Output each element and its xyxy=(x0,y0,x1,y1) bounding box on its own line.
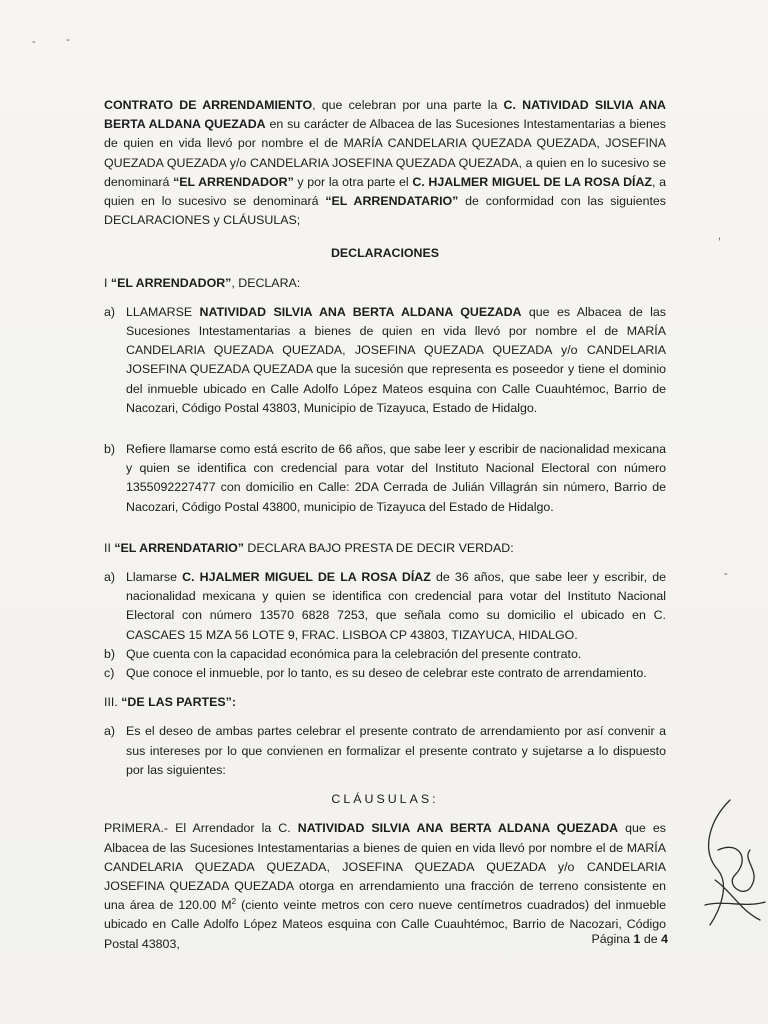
scan-mark: , xyxy=(718,230,722,242)
contract-intro xyxy=(104,96,666,230)
text-segment: Que cuenta con la capacidad económica para la celebración del presente contrato. xyxy=(126,646,582,661)
item-label: a) xyxy=(104,724,116,739)
declaraciones-heading: DECLARACIONES xyxy=(330,246,440,261)
text-segment: LLAMARSE xyxy=(126,304,200,319)
text-segment: en su carácter de Albacea de las Sucesiones Intestamentarias a bienes de quien en vida llevó por nombre el de MARÍA CANDELARIA QUEZADA QUEZADA, JOSEFINA QUEZADA QUEZADA y/o CANDELARIA JOSEFINA QUEZADA QUEZADA, a quien en lo sucesivo se denominará xyxy=(104,117,666,189)
signature xyxy=(690,790,768,940)
text-segment: C. HJALMER MIGUEL DE LA ROSA DÍAZ xyxy=(182,570,431,585)
item-text xyxy=(126,568,666,645)
text-segment: II xyxy=(104,540,115,555)
clausulas-heading: CLÁUSULAS: xyxy=(331,792,439,807)
text-segment: C. NATIVIDAD SILVIA ANA BERTA ALDANA QUEZADA xyxy=(104,98,666,132)
text-segment: NATIVIDAD SILVIA ANA BERTA ALDANA QUEZADA xyxy=(199,304,522,319)
text-segment: , que celebran por una parte la xyxy=(312,98,504,112)
item-label: a) xyxy=(104,304,116,319)
text-segment: “EL ARRENDADOR” xyxy=(173,174,294,189)
text-segment: I xyxy=(104,275,111,290)
text-segment: III. xyxy=(104,695,122,710)
text-segment: C. HJALMER MIGUEL DE LA ROSA DÍAZ xyxy=(412,174,652,189)
declaration-1b xyxy=(104,440,666,517)
clause-primera xyxy=(104,819,666,953)
item-label: b) xyxy=(104,646,116,661)
declaration-3a xyxy=(104,722,666,780)
text-segment: Es el deseo de ambas partes celebrar el presente contrato de arrendamiento por así convenir a sus intereses por lo que convienen en formalizar el presente contrato y sujetarse a lo dispuesto por las siguientes: xyxy=(126,724,666,777)
item-label: b) xyxy=(104,442,116,457)
text-segment: de 36 años, que sabe leer y escribir, de nacionalidad mexicana y quien se identifica con credencial para votar del Instituto Nacional Electoral con número 13570 6828 7253, que señala como su domicilio el ubicado en C. CASCAES 15 MZA 56 LOTE 9, FRAC. LISBOA CP 43803, TIZAYUCA, HIDALGO. xyxy=(126,570,666,642)
declaration-2b xyxy=(104,645,666,664)
text-segment: (ciento veinte metros con cero nueve centímetros cuadrados) del inmueble ubicado en Calle Adolfo López Mateos esquina con Calle Cuauhtémoc, Barrio de Nacozari, Código Postal 43803, xyxy=(104,898,666,951)
item-label: a) xyxy=(104,570,116,585)
text-segment: NATIVIDAD SILVIA ANA BERTA ALDANA QUEZADA xyxy=(297,821,619,836)
item-text xyxy=(126,440,666,517)
contract-body xyxy=(104,96,666,954)
text-segment: , DECLARA: xyxy=(231,275,301,290)
item-text xyxy=(126,303,666,418)
scan-mark: - xyxy=(724,568,728,580)
text-segment: “EL ARRENDATARIO” xyxy=(325,194,459,209)
text-segment: Refiere llamarse como está escrito de 66 años, que sabe leer y escribir de nacionalidad mexicana y quien se identifica con credencial para votar del Instituto Nacional Electoral con número 1355092227477 con domicilio en Calle: 2DA Cerrada de Julián Villagrán sin número, Barrio de Nacozari, Código Postal 43800, municipio de Tizayuca del Estado de Hidalgo. xyxy=(126,442,666,514)
text-segment: , a quien en lo sucesivo se denominará xyxy=(104,174,666,209)
section-3-heading xyxy=(104,693,666,712)
page-sep: de xyxy=(640,932,662,946)
section-1-heading xyxy=(104,274,666,293)
text-segment: CONTRATO DE ARRENDAMIENTO xyxy=(104,98,313,112)
item-text xyxy=(126,722,666,780)
text-segment: que es Albacea de las Sucesiones Intestamentarias a bienes de quien en vida llevó por nombre el de MARÍA CANDELARIA QUEZADA QUEZADA, JOSEFINA QUEZADA QUEZADA y/o CANDELARIA JOSEFINA QUEZADA QUEZADA otorga en arrendamiento una fracción de terreno consistente en una área de 120.00 M xyxy=(104,821,666,913)
text-segment: PRIMERA.- El Arrendador la C. xyxy=(104,821,298,836)
text-segment: “EL ARRENDADOR” xyxy=(110,275,232,290)
declaration-2a xyxy=(104,568,666,645)
item-label: c) xyxy=(104,666,115,681)
page-prefix: Página xyxy=(591,932,634,946)
text-segment: y por la otra parte el xyxy=(293,174,413,189)
text-segment: Que conoce el inmueble, por lo tanto, es su deseo de celebrar este contrato de arrendamiento. xyxy=(126,666,647,681)
text-segment: que es Albacea de las Sucesiones Intestamentarias a bienes de quien en vida llevó por nombre el de MARÍA CANDELARIA QUEZADA QUEZADA, JOSEFINA QUEZADA QUEZADA y/o CANDELARIA JOSEFINA QUEZADA QUEZADA que la sucesión que representa es poseedor y tiene el dominio del inmueble ubicado en Calle Adolfo López Mateos esquina con Calle Cuauhtémoc, Barrio de Nacozari, Código Postal 43803, Municipio de Tizayuca, Estado de Hidalgo. xyxy=(126,304,666,415)
item-text xyxy=(126,664,666,683)
declaration-1a xyxy=(104,303,666,418)
page-total: 4 xyxy=(661,932,668,946)
declaration-2c xyxy=(104,664,666,683)
text-segment: Llamarse xyxy=(126,570,183,585)
section-2-heading xyxy=(104,539,666,558)
text-segment: DECLARA BAJO PRESTA DE DECIR VERDAD: xyxy=(243,540,514,555)
text-segment: 2 xyxy=(231,896,237,906)
page-number xyxy=(591,932,668,946)
text-segment: de conformidad con las siguientes DECLARACIONES y CLÁUSULAS; xyxy=(104,194,666,228)
page-current: 1 xyxy=(633,932,641,946)
text-segment: “EL ARRENDATARIO” xyxy=(114,540,244,555)
scan-mark: - xyxy=(66,34,70,46)
item-text xyxy=(126,645,666,664)
scan-mark: - xyxy=(32,36,36,48)
text-segment: “DE LAS PARTES”: xyxy=(121,695,236,710)
